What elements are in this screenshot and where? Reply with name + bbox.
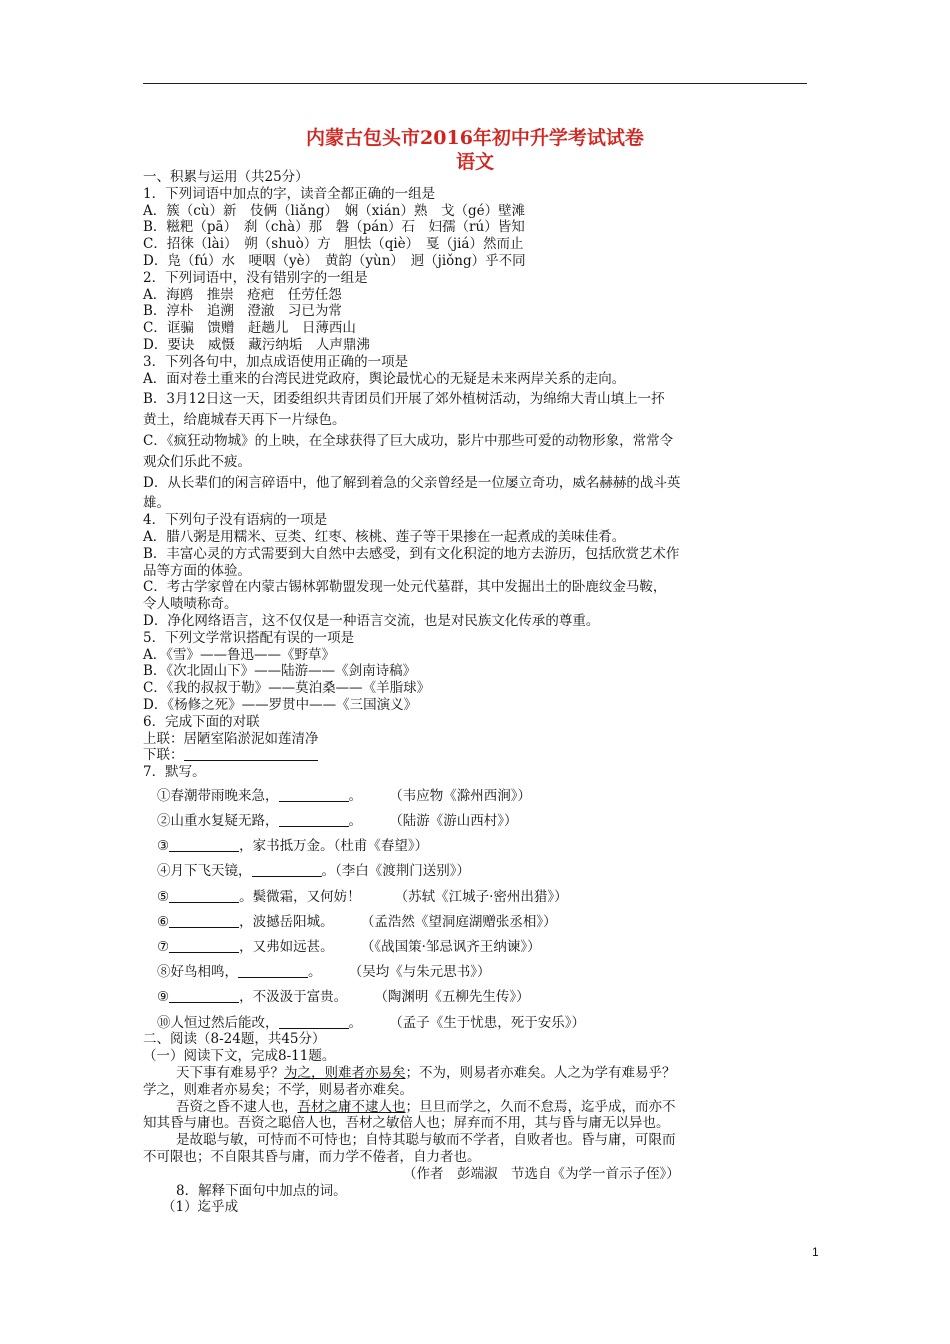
option-b: B．淳朴 追溯 澄澈 习已为常: [143, 303, 342, 320]
sub-question: （1）迄乎成: [162, 1199, 239, 1216]
dictation-item: ③ ，家书抵万金。（杜甫《春望》）: [157, 838, 429, 855]
option-d: D．净化网络语言，这不仅仅是一种语言交流，也是对民族文化传承的尊重。: [143, 612, 600, 629]
answer-blank[interactable]: [169, 940, 239, 953]
option-a: A．簇（cù）新 伎俩（liǎng） 娴（xián）熟 戈（gé）壁滩: [143, 202, 526, 219]
option-a: A．《雪》——鲁迅——《野草》: [143, 646, 335, 663]
option-b-cont: 黄土，给鹿城春天再下一片绿色。: [143, 412, 346, 429]
option-c-cont: 令人啧啧称奇。: [143, 596, 238, 613]
passage-source: （作者 彭端淑 节选自《为学一首示子侄》）: [403, 1165, 680, 1182]
dictation-item: ⑧好鸟相鸣， 。 （吴均《与朱元思书》）: [157, 964, 491, 981]
question-stem: 8．解释下面句中加点的词。: [176, 1182, 347, 1199]
section-heading: 二、阅读（8-24题，共45分）: [143, 1031, 326, 1048]
underlined-sentence: 为之，则难者亦易矣: [284, 1064, 406, 1081]
question-stem: 4．下列句子没有语病的一项是: [143, 512, 328, 529]
option-c: C．诓骗 馈赠 赶趟儿 日薄西山: [143, 320, 356, 337]
question-stem: 2．下列词语中，没有错别字的一组是: [143, 269, 368, 286]
passage-line: 学之，则难者亦易矣；不学，则易者亦难矣。: [143, 1081, 413, 1098]
answer-blank[interactable]: [279, 789, 349, 802]
question-stem: 6．完成下面的对联: [143, 713, 260, 730]
answer-blank[interactable]: [169, 915, 239, 928]
option-c: C．《疯狂动物城》的上映，在全球获得了巨大成功，影片中那些可爱的动物形象，常常令: [143, 432, 674, 449]
option-c-cont: 观众们乐此不疲。: [143, 453, 251, 470]
underlined-sentence: 吾材之庸不逮人也: [297, 1098, 406, 1115]
dictation-item: ⑦ ，又弗如远甚。 （《战国策·邹忌讽齐王纳谏》）: [157, 939, 541, 956]
passage-paragraph: 是故聪与敏，可恃而不可恃也；自恃其聪与敏而不学者，自败者也。昏与庸，可限而: [176, 1132, 676, 1149]
option-b: B．丰富心灵的方式需要到大自然中去感受，到有文化积淀的地方去游历，包括欣赏艺术作: [143, 545, 680, 562]
answer-blank[interactable]: [169, 890, 239, 903]
option-d: D．要诀 威慑 藏污纳垢 人声鼎沸: [143, 336, 370, 353]
option-a: A．海鸥 推崇 疮疤 任劳任怨: [143, 286, 342, 303]
option-b-cont: 品等方面的体验。: [143, 562, 251, 579]
option-d: D．凫（fú）水 哽咽（yè） 黄韵（yùn） 迥（jiǒng）乎不同: [143, 252, 526, 269]
reading-part-heading: （一）阅读下文，完成8-11题。: [143, 1048, 336, 1065]
option-d-cont: 雄。: [143, 495, 170, 512]
option-c: C．招徕（lài） 朔（shuò）方 胆怯（qiè） 戛（jiá）然而止: [143, 236, 524, 253]
answer-blank[interactable]: [238, 965, 308, 978]
page-subtitle: 语文: [455, 151, 494, 173]
option-b: B．3月12日这一天，团委组织共青团员们开展了郊外植树活动，为绵绵大青山填上一抔: [143, 391, 665, 408]
answer-blank[interactable]: [169, 990, 239, 1003]
answer-blank[interactable]: [169, 839, 239, 852]
dictation-item: ⑤ 。鬓微霜，又何妨！ （苏轼《江城子·密州出猎》）: [157, 888, 568, 905]
exam-content: [143, 169, 813, 1216]
passage-paragraph: 吾资之昏不逮人也，吾材之庸不逮人也；旦旦而学之，久而不怠焉，迄乎成，而亦不: [176, 1098, 676, 1115]
couplet-upper: 上联：居陋室陷淤泥如莲清净: [143, 730, 319, 747]
option-c: C．考古学家曾在内蒙古锡林郭勒盟发现一处元代墓群，其中发掘出土的卧鹿纹金马鞍，: [143, 579, 667, 596]
passage-line: 不可限也；不自限其昏与庸，而力学不倦者，自力者也。: [143, 1148, 481, 1165]
dictation-item: ⑨ ，不汲汲于富贵。 （陶渊明《五柳先生传》）: [157, 989, 530, 1006]
option-b: B．糍粑（pā） 刹（chà）那 磐（pán）石 妇孺（rú）皆知: [143, 219, 525, 236]
question-stem: 7．默写。: [143, 764, 206, 781]
page-title: 内蒙古包头市2016年初中升学考试试卷: [306, 127, 644, 149]
dictation-item: ①春潮带雨晚来急， 。 （韦应物《滁州西涧》）: [157, 787, 531, 804]
couplet-lower-label: 下联：: [143, 747, 184, 764]
option-d: D．《杨修之死》——罗贯中——《三国演义》: [143, 696, 418, 713]
page-number: 1: [812, 1245, 819, 1259]
answer-blank[interactable]: [279, 814, 349, 827]
question-stem: 3．下列各句中，加点成语使用正确的一项是: [143, 353, 409, 370]
answer-blank[interactable]: [279, 1016, 349, 1029]
dictation-item: ⑩人恒过然后能改， 。 （孟子《生于忧患，死于安乐》）: [157, 1014, 585, 1031]
dictation-list: [143, 788, 813, 1031]
dictation-item: ②山重水复疑无路， 。 （陆游《游山西村》）: [157, 813, 518, 830]
passage-paragraph: 天下事有难易乎？为之，则难者亦易矣；不为，则易者亦难矣。人之为学有难易乎？: [176, 1064, 676, 1081]
option-b: B．《次北固山下》——陆游——《剑南诗稿》: [143, 663, 417, 680]
option-a: A．面对卷土重来的台湾民进党政府，舆论最忧心的无疑是未来两岸关系的走向。: [143, 370, 626, 387]
couplet-answer-blank[interactable]: [184, 748, 318, 761]
section-heading: 一、积累与运用（共25分）: [143, 169, 309, 185]
option-a: A．腊八粥是用糯米、豆类、红枣、核桃、莲子等干果掺在一起煮成的美味佳肴。: [143, 528, 626, 545]
question-stem: 5．下列文学常识搭配有误的一项是: [143, 629, 355, 646]
passage-line: 知其昏与庸也。吾资之聪倍人也，吾材之敏倍人也；屏弃而不用，其与昏与庸无以异也。: [143, 1115, 670, 1132]
answer-blank[interactable]: [252, 864, 322, 877]
header-rule: [143, 83, 807, 84]
question-stem: 1．下列词语中加点的字，读音全都正确的一组是: [143, 185, 436, 202]
couplet-lower: [143, 747, 813, 764]
dictation-item: ④月下飞天镜， 。（李白《渡荆门送别》）: [157, 863, 470, 880]
dictation-item: ⑥ ，波撼岳阳城。 （孟浩然《望洞庭湖赠张丞相》）: [157, 913, 557, 930]
option-d: D．从长辈们的闲言碎语中，他了解到着急的父亲曾经是一位屡立奇功，威名赫赫的战斗英: [143, 474, 681, 491]
option-c: C．《我的叔叔于勒》——莫泊桑——《羊脂球》: [143, 680, 431, 697]
